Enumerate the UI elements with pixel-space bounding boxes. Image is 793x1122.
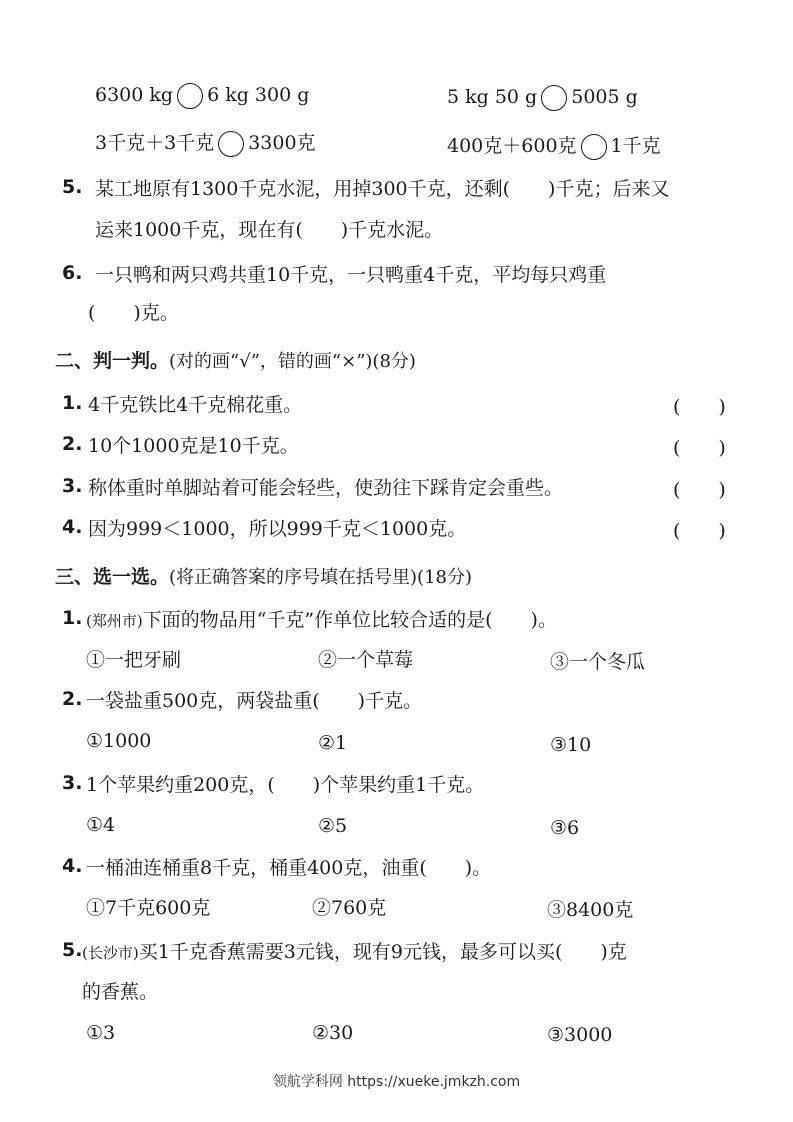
compare-circle-blank[interactable] <box>177 83 203 109</box>
option-3[interactable]: ③8400克 <box>547 899 634 921</box>
question-text: ( )克。 <box>88 302 179 324</box>
question-text: 运来1000千克，现在有( )千克水泥。 <box>95 219 444 241</box>
compare-text: 1千克 <box>610 135 661 157</box>
compare-row1-left <box>95 82 309 109</box>
question-text <box>86 607 557 634</box>
option-2[interactable]: ②5 <box>318 815 348 837</box>
question-number: 3. <box>62 772 83 794</box>
question-text: 1个苹果约重200克，( )个苹果约重1千克。 <box>86 774 485 796</box>
option-3[interactable]: ③6 <box>550 817 580 839</box>
compare-text: 6 kg 300 g <box>207 84 310 106</box>
question-stem: 下面的物品用“千克”作单位比较合适的是( )。 <box>142 609 557 631</box>
answer-paren[interactable]: ( ) <box>673 396 726 418</box>
answer-paren[interactable]: ( ) <box>673 520 726 542</box>
region-tag: (长沙市) <box>82 944 139 962</box>
question-text <box>82 939 627 966</box>
compare-circle-blank[interactable] <box>218 131 244 157</box>
compare-row2-left <box>95 130 316 157</box>
judge-statement: 4千克铁比4千克棉花重。 <box>88 394 303 416</box>
question-text: 一桶油连桶重8千克，桶重400克，油重( )。 <box>86 857 492 879</box>
option-2[interactable]: ②30 <box>312 1022 354 1044</box>
option-3[interactable]: ③一个冬瓜 <box>550 651 646 673</box>
compare-text: 5005 g <box>571 86 638 108</box>
judge-statement: 因为999＜1000，所以999千克＜1000克。 <box>88 518 467 540</box>
answer-paren[interactable]: ( ) <box>673 479 726 501</box>
option-1[interactable]: ①3 <box>86 1022 116 1044</box>
question-number: 5. <box>62 939 83 961</box>
compare-text: 3300克 <box>248 132 316 154</box>
question-number: 5. <box>62 176 83 198</box>
question-number: 2. <box>62 433 83 455</box>
question-number: 2. <box>62 688 83 710</box>
compare-row2-right <box>447 133 661 160</box>
option-3[interactable]: ③3000 <box>547 1024 613 1046</box>
section-heading: 三、选一选。 <box>55 566 170 588</box>
option-3[interactable]: ③10 <box>550 734 592 756</box>
judge-statement: 称体重时单脚站着可能会轻些，使劲往下踩肯定会重些。 <box>88 477 564 499</box>
question-number: 4. <box>62 855 83 877</box>
section-heading: 二、判一判。 <box>55 350 170 372</box>
section-instruction: (将正确答案的序号填在括号里)(18分) <box>169 567 473 588</box>
option-1[interactable]: ①一把牙刷 <box>86 649 182 671</box>
question-text: 一袋盐重500克，两袋盐重( )千克。 <box>86 690 423 712</box>
option-1[interactable]: ①1000 <box>86 730 152 752</box>
question-number: 1. <box>62 392 83 414</box>
section-title-choose <box>55 564 472 591</box>
footer-watermark: 领航学科网 https://xueke.jmkzh.com <box>272 1074 521 1090</box>
option-2[interactable]: ②一个草莓 <box>318 649 414 671</box>
question-number: 3. <box>62 475 83 497</box>
question-stem: 买1千克香蕉需要3元钱，现有9元钱，最多可以买( )克 <box>138 941 627 963</box>
question-number: 4. <box>62 516 83 538</box>
option-1[interactable]: ①4 <box>86 814 116 836</box>
compare-text: 6300 kg <box>95 84 174 106</box>
judge-statement: 10个1000克是10千克。 <box>88 435 299 457</box>
question-text: 的香蕉。 <box>82 981 159 1003</box>
compare-row1-right <box>447 84 638 111</box>
answer-paren[interactable]: ( ) <box>673 437 726 459</box>
question-number: 6. <box>62 262 83 284</box>
question-number: 1. <box>62 607 83 629</box>
region-tag: (郑州市) <box>86 612 143 630</box>
compare-text: 400克＋600克 <box>447 135 577 157</box>
option-1[interactable]: ①7千克600克 <box>86 897 211 919</box>
compare-circle-blank[interactable] <box>581 134 607 160</box>
option-2[interactable]: ②760克 <box>312 897 387 919</box>
compare-text: 5 kg 50 g <box>447 86 538 108</box>
section-title-judge <box>55 348 416 375</box>
option-2[interactable]: ②1 <box>318 732 348 754</box>
question-text: 某工地原有1300千克水泥，用掉300千克，还剩( )千克；后来又 <box>95 178 670 200</box>
question-text: 一只鸭和两只鸡共重10千克，一只鸭重4千克，平均每只鸡重 <box>95 264 607 286</box>
compare-circle-blank[interactable] <box>541 85 567 111</box>
section-instruction: (对的画“√”，错的画“×”)(8分) <box>169 351 416 372</box>
compare-text: 3千克＋3千克 <box>95 132 215 154</box>
